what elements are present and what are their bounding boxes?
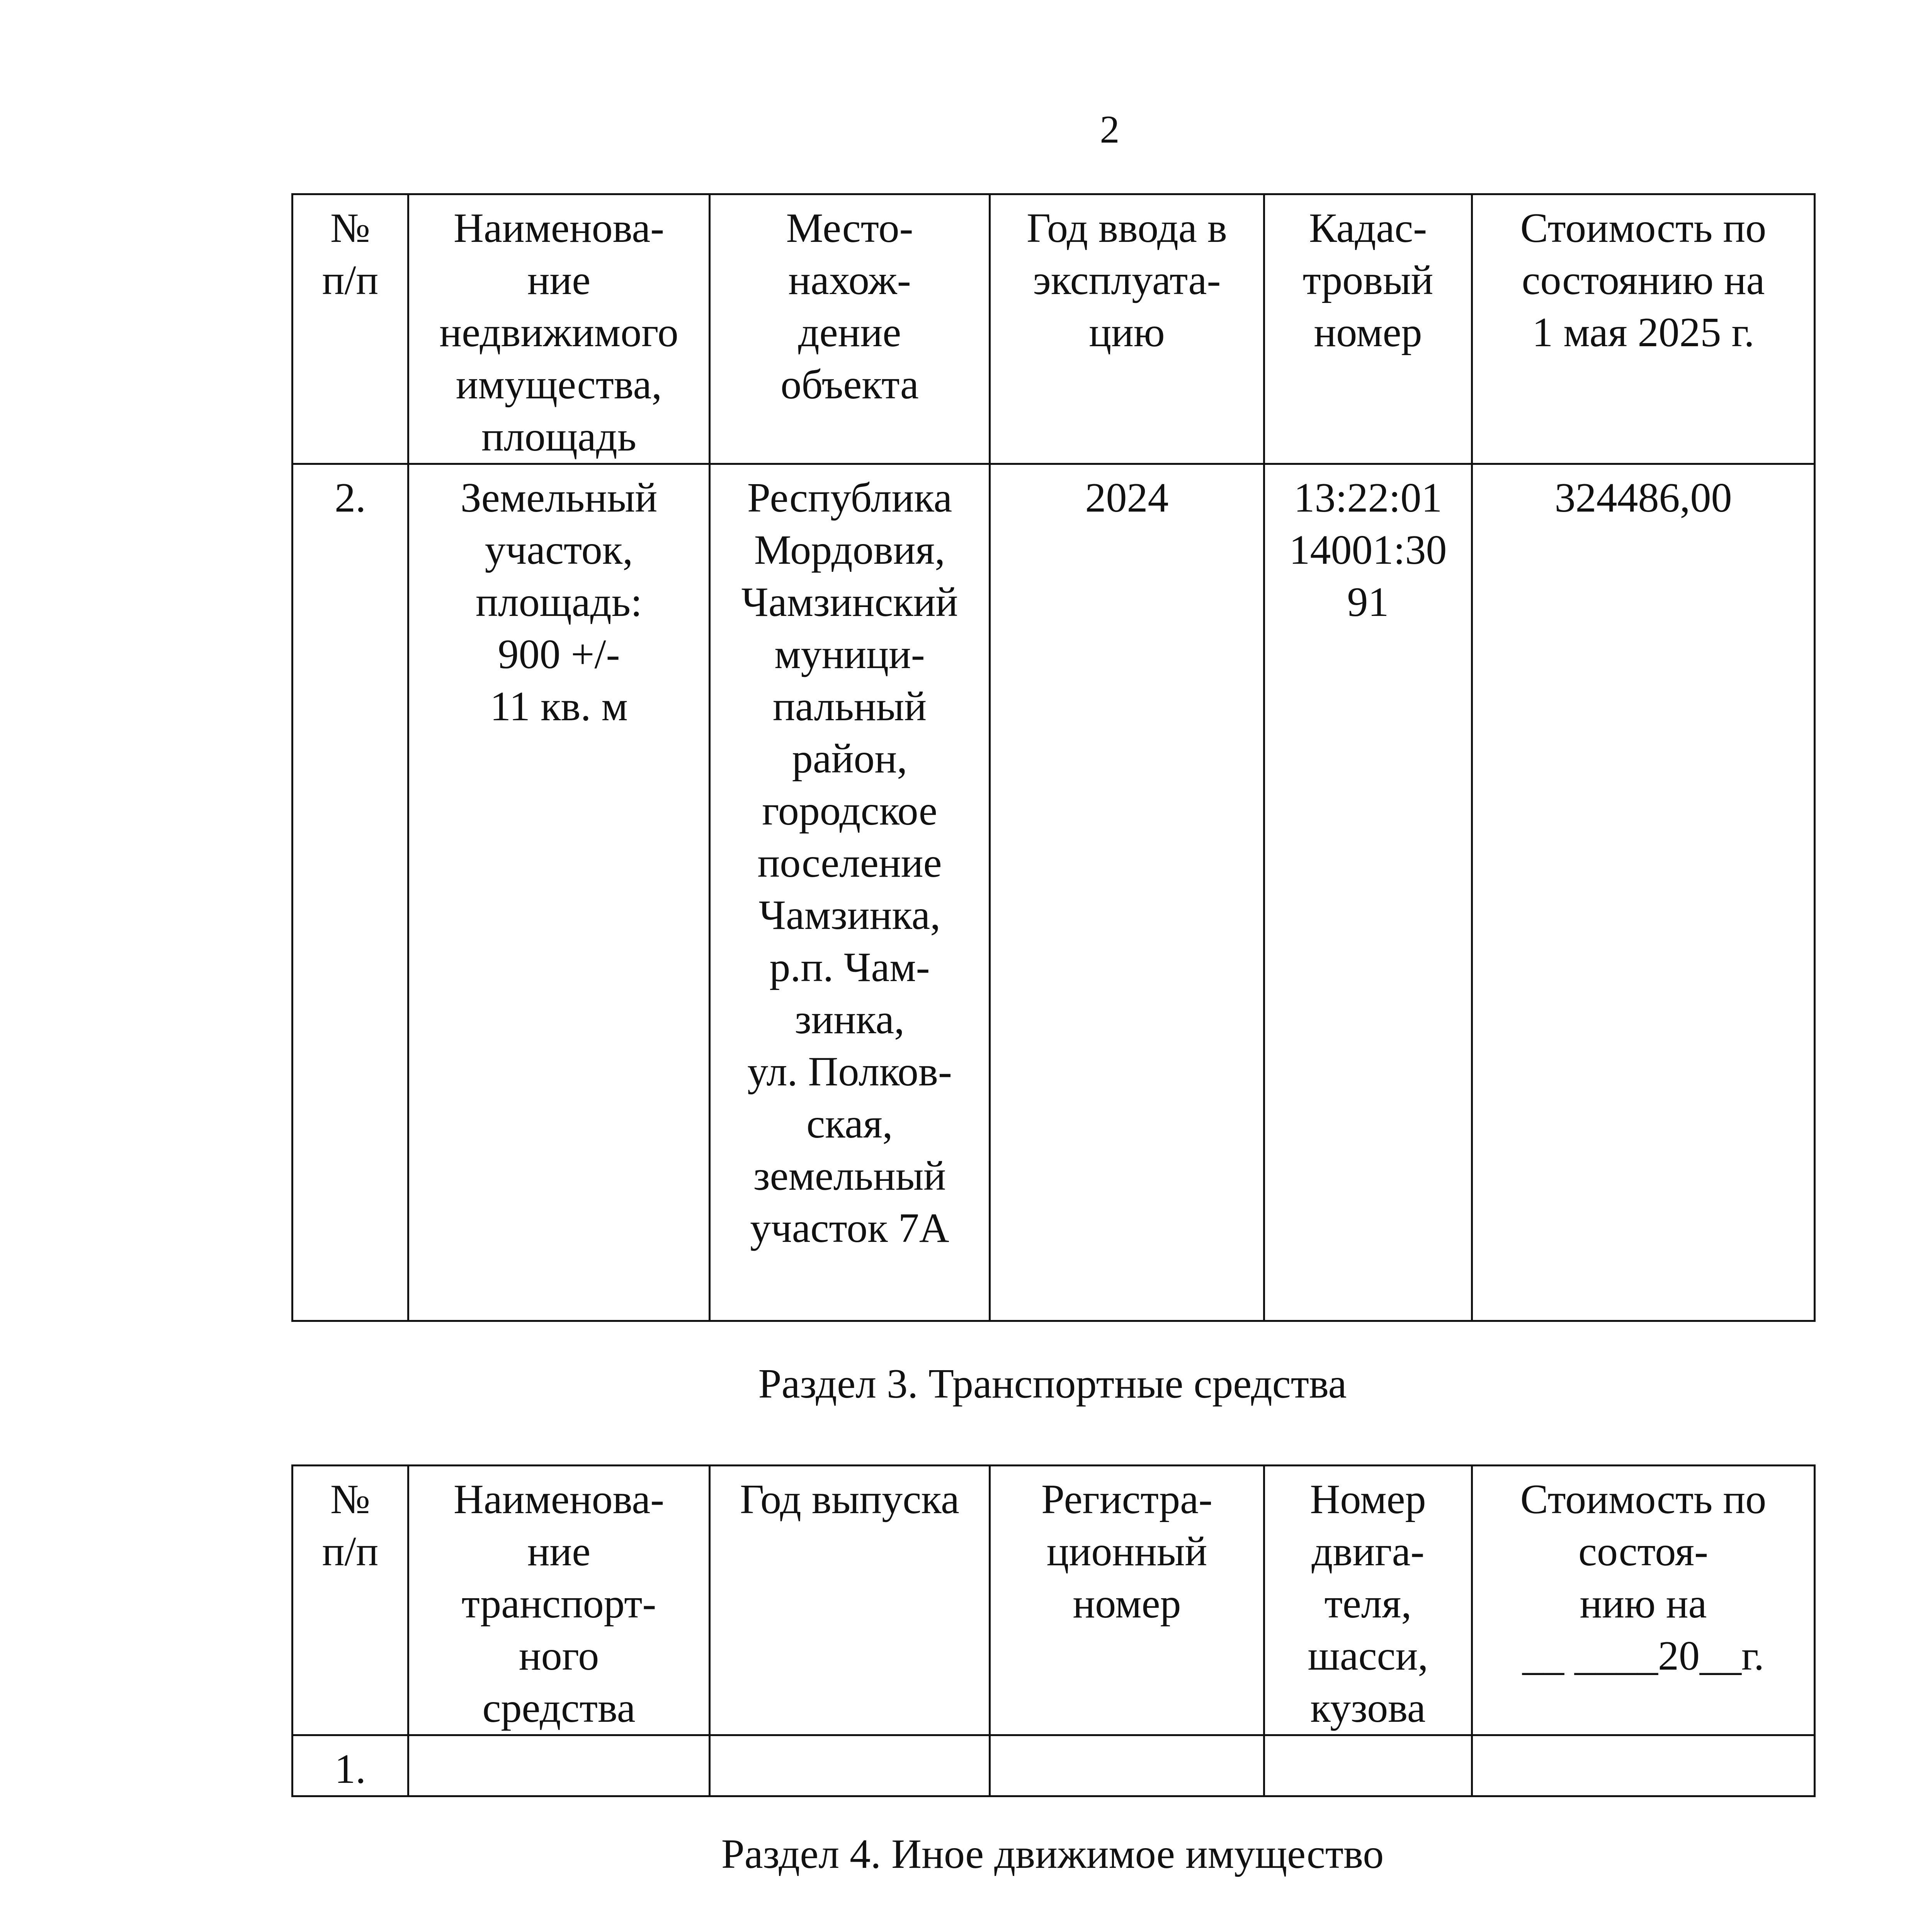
vehicles-table — [291, 1464, 1816, 1797]
cell-registration — [990, 1735, 1264, 1796]
cell-cadastral: 13:22:01 14001:30 91 — [1264, 464, 1472, 1321]
cell-year: 2024 — [990, 464, 1264, 1321]
cell-number: 1. — [292, 1735, 408, 1796]
header-cell-name: Наименова- ние недвижимого имущества, площадь — [408, 194, 710, 464]
table-header-row — [292, 1466, 1815, 1735]
cell-number: 2. — [292, 464, 408, 1321]
cell-value: 324486,00 — [1472, 464, 1815, 1321]
section-4-title: Раздел 4. Иное движимое имущество — [721, 1831, 1384, 1877]
header-cell-year: Год ввода в эксплуата- цию — [990, 194, 1264, 464]
real-estate-table — [291, 193, 1816, 1322]
cell-location: Республика Мордовия, Чамзинский муници- пальный район, городское поселение Чамзинка, р.п. Чам- зинка, ул. Полков- ская, земельный участок 7А — [710, 464, 990, 1321]
header-cell-cadastral: Кадас- тровый номер — [1264, 194, 1472, 464]
section-3-title: Раздел 3. Транспортные средства — [758, 1361, 1347, 1407]
cell-name — [408, 1735, 710, 1796]
header-cell-engine: Номер двига- теля, шасси, кузова — [1264, 1466, 1472, 1735]
header-cell-number: № п/п — [292, 194, 408, 464]
page-number: 2 — [1100, 108, 1120, 151]
header-cell-value: Стоимость по состоя- нию на __ ____20__г. — [1472, 1466, 1815, 1735]
cell-engine — [1264, 1735, 1472, 1796]
cell-name: Земельный участок, площадь: 900 +/- 11 кв. м — [408, 464, 710, 1321]
header-cell-name: Наименова- ние транспорт- ного средства — [408, 1466, 710, 1735]
table-row — [292, 464, 1815, 1321]
header-cell-year: Год выпуска — [710, 1466, 990, 1735]
header-cell-number: № п/п — [292, 1466, 408, 1735]
table-header-row — [292, 194, 1815, 464]
cell-value — [1472, 1735, 1815, 1796]
header-cell-value: Стоимость по состоянию на 1 мая 2025 г. — [1472, 194, 1815, 464]
table-row — [292, 1735, 1815, 1796]
header-cell-location: Место- нахож- дение объекта — [710, 194, 990, 464]
header-cell-registration: Регистра- ционный номер — [990, 1466, 1264, 1735]
cell-year — [710, 1735, 990, 1796]
